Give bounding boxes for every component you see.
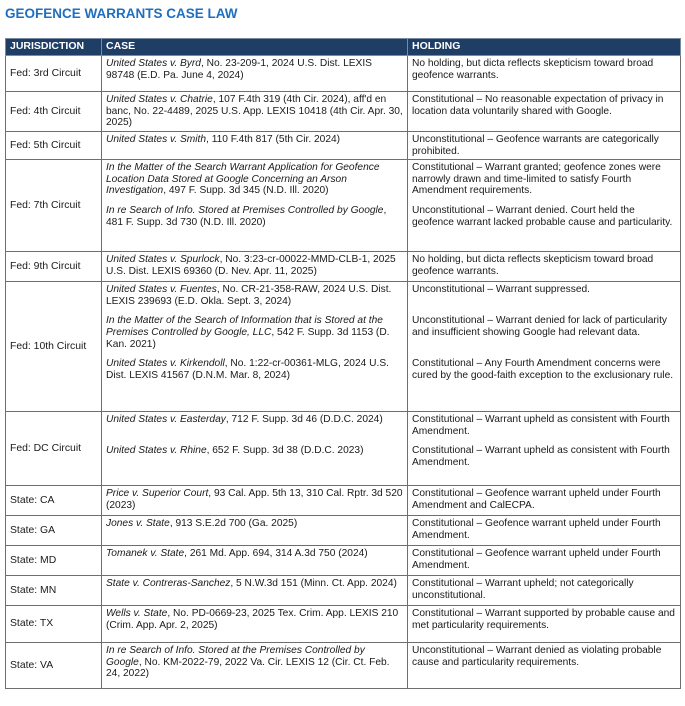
table-row — [6, 160, 681, 252]
table-row — [6, 576, 681, 606]
jurisdiction-cell: Fed: 5th Circuit — [6, 132, 102, 160]
table-row — [6, 92, 681, 132]
holding-text: No holding, but dicta reflects skepticism toward broad geofence warrants. — [412, 58, 654, 81]
case-cite: , No. PD-0669-23, 2025 Tex. Crim. App. LEXIS 210 (Crim. App. Apr. 2, 2025) — [106, 608, 399, 631]
holding-cell — [408, 516, 681, 546]
case-citation — [106, 518, 403, 530]
holding-cell — [408, 282, 681, 412]
table-row — [6, 252, 681, 282]
table-row — [6, 546, 681, 576]
holding-text: Constitutional – Any Fourth Amendment concerns were cured by the good-faith exception to the exclusionary rule. — [412, 358, 674, 381]
jurisdiction-cell: State: MN — [6, 576, 102, 606]
table-row — [6, 643, 681, 689]
table-row — [6, 282, 681, 412]
case-name: United States v. Smith — [106, 134, 207, 145]
case-cite: , No. 3:23-cr-00022-MMD-CLB-1, 2025 U.S. Dist. LEXIS 69360 (D. Nev. Apr. 11, 2025) — [106, 254, 396, 277]
case-citation — [106, 414, 403, 437]
case-name: In re Search of Info. Stored at Premises Controlled by Google — [106, 205, 384, 217]
case-citation — [106, 134, 403, 146]
case-cite: , 110 F.4th 817 (5th Cir. 2024) — [206, 134, 341, 145]
holding-cell — [408, 486, 681, 516]
holding-text: Constitutional – Geofence warrant upheld under Fourth Amendment. — [412, 518, 661, 541]
holding-cell — [408, 92, 681, 132]
case-cite: , 542 F. Supp. 3d 1153 (D. Kan. 2021) — [106, 326, 390, 350]
case-cell — [102, 412, 408, 486]
case-cell — [102, 56, 408, 92]
case-cell — [102, 576, 408, 606]
holding-text: Unconstitutional – Geofence warrants are categorically prohibited. — [412, 134, 659, 157]
holding-cell — [408, 56, 681, 92]
case-cell — [102, 282, 408, 412]
table-row — [6, 412, 681, 486]
case-cell — [102, 516, 408, 546]
case-name: United States v. Kirkendoll — [106, 358, 225, 370]
case-cell — [102, 252, 408, 282]
case-name: Jones v. State — [106, 518, 170, 530]
header-case: CASE — [102, 39, 408, 56]
case-name: In re Search of Info. Stored at the Premises Controlled by Google — [106, 645, 365, 668]
case-cite: , No. KM-2022-79, 2022 Va. Cir. LEXIS 12 (Cir. Ct. Feb. 24, 2022) — [106, 656, 390, 680]
jurisdiction-cell: Fed: 7th Circuit — [6, 160, 102, 252]
case-cite: , 497 F. Supp. 3d 345 (N.D. Ill. 2020) — [163, 185, 329, 197]
case-name: State v. Contreras-Sanchez — [106, 578, 231, 590]
case-cite: , 481 F. Supp. 3d 730 (N.D. Ill. 2020) — [106, 205, 387, 228]
jurisdiction-cell: State: VA — [6, 643, 102, 689]
holding-cell — [408, 576, 681, 606]
case-cell — [102, 546, 408, 576]
case-law-table — [5, 38, 681, 689]
case-cell — [102, 160, 408, 252]
holding-text: Constitutional – No reasonable expectation of privacy in location data voluntarily shared with Google. — [412, 94, 664, 117]
holding-text: No holding, but dicta reflects skepticism toward broad geofence warrants. — [412, 254, 654, 277]
case-name: United States v. Fuentes — [106, 284, 217, 296]
case-citation — [106, 645, 403, 680]
case-cite: , 107 F.4th 319 (4th Cir. 2024), aff'd en banc, No. 22-4489, 2025 U.S. App. LEXIS 10418 (4th Cir. Apr. 30, 2025) — [106, 94, 403, 129]
header-jurisdiction: JURISDICTION — [6, 39, 102, 56]
case-citation — [106, 578, 403, 590]
holding-cell — [408, 160, 681, 252]
case-name: Wells v. State — [106, 608, 168, 620]
jurisdiction-cell: Fed: 3rd Circuit — [6, 56, 102, 92]
jurisdiction-cell: State: MD — [6, 546, 102, 576]
table-row — [6, 606, 681, 643]
holding-text: Constitutional – Warrant granted; geofence zones were narrowly drawn and time-limited to satisfy Fourth Amendment requirements. — [412, 162, 661, 197]
holding-text: Unconstitutional – Warrant denied as violating probable cause and particularity requirements. — [412, 645, 662, 668]
case-cite: , 5 N.W.3d 151 (Minn. Ct. App. 2024) — [230, 578, 397, 590]
case-name: United States v. Byrd — [106, 58, 201, 69]
case-cite: , 652 F. Supp. 3d 38 (D.D.C. 2023) — [206, 445, 364, 457]
case-name: In the Matter of the Search of Information that is Stored at the Premises Controlled by Google, LLC — [106, 315, 383, 338]
case-name: Tomanek v. State — [106, 548, 185, 560]
holding-text: Unconstitutional – Warrant denied for lack of particularity and insufficient showing Google had relevant data. — [412, 315, 667, 338]
case-cell — [102, 486, 408, 516]
holding-cell — [408, 606, 681, 643]
table-row — [6, 132, 681, 160]
holding-text: Constitutional – Geofence warrant upheld under Fourth Amendment. — [412, 548, 661, 571]
case-cite: , No. CR-21-358-RAW, 2024 U.S. Dist. LEXIS 239693 (E.D. Okla. Sept. 3, 2024) — [106, 284, 392, 307]
jurisdiction-cell: State: GA — [6, 516, 102, 546]
case-name: United States v. Spurlock — [106, 254, 220, 266]
holding-text: Constitutional – Warrant upheld; not categorically unconstitutional. — [412, 578, 634, 601]
header-holding: HOLDING — [408, 39, 681, 56]
case-cell — [102, 132, 408, 160]
jurisdiction-cell: State: TX — [6, 606, 102, 643]
case-citation — [106, 608, 403, 631]
case-citation — [106, 548, 403, 560]
table-body — [6, 56, 681, 689]
case-citation — [106, 58, 403, 81]
holding-text: Constitutional – Warrant supported by probable cause and met particularity requirements. — [412, 608, 675, 631]
case-citation — [106, 162, 403, 197]
case-citation — [106, 358, 403, 381]
table-row — [6, 56, 681, 92]
case-citation — [106, 445, 403, 468]
case-citation — [106, 488, 403, 511]
case-citation — [106, 315, 403, 350]
case-cite: , No. 1:22-cr-00361-MLG, 2024 U.S. Dist. LEXIS 41567 (D.N.M. Mar. 8, 2024) — [106, 358, 389, 381]
jurisdiction-cell: Fed: 10th Circuit — [6, 282, 102, 412]
case-cell — [102, 643, 408, 689]
case-cite: , 712 F. Supp. 3d 46 (D.D.C. 2024) — [225, 414, 383, 426]
case-cite: , 261 Md. App. 694, 314 A.3d 750 (2024) — [184, 548, 368, 560]
case-name: United States v. Easterday — [106, 414, 226, 426]
holding-text: Constitutional – Warrant upheld as consistent with Fourth Amendment. — [412, 414, 670, 437]
case-name: United States v. Chatrie — [106, 94, 213, 105]
case-cell — [102, 606, 408, 643]
holding-cell — [408, 546, 681, 576]
holding-text: Constitutional – Warrant upheld as consistent with Fourth Amendment. — [412, 445, 670, 468]
case-citation — [106, 254, 403, 277]
holding-cell — [408, 643, 681, 689]
page-title: GEOFENCE WARRANTS CASE LAW — [5, 6, 238, 21]
case-name: United States v. Rhine — [106, 445, 207, 457]
holding-text: Unconstitutional – Warrant denied. Court held the geofence warrant lacked probable cause and particularity. — [412, 205, 673, 228]
jurisdiction-cell: Fed: DC Circuit — [6, 412, 102, 486]
case-citation — [106, 205, 403, 228]
case-citation — [106, 94, 403, 129]
case-name: In the Matter of the Search Warrant Application for Geofence Location Data Stored at Google Concerning an Arson Investigation — [106, 162, 380, 197]
jurisdiction-cell: Fed: 4th Circuit — [6, 92, 102, 132]
case-cite: , 93 Cal. App. 5th 13, 310 Cal. Rptr. 3d 520 (2023) — [106, 488, 403, 511]
holding-cell — [408, 252, 681, 282]
jurisdiction-cell: Fed: 9th Circuit — [6, 252, 102, 282]
case-cite: , 913 S.E.2d 700 (Ga. 2025) — [169, 518, 298, 530]
table-row — [6, 516, 681, 546]
case-cell — [102, 92, 408, 132]
case-citation — [106, 284, 403, 307]
case-name: Price v. Superior Court — [106, 488, 209, 500]
case-cite: , No. 23-209-1, 2024 U.S. Dist. LEXIS 98748 (E.D. Pa. June 4, 2024) — [106, 58, 372, 81]
jurisdiction-cell: State: CA — [6, 486, 102, 516]
header-row — [6, 39, 681, 56]
holding-text: Unconstitutional – Warrant suppressed. — [412, 284, 590, 296]
holding-text: Constitutional – Geofence warrant upheld under Fourth Amendment and CalECPA. — [412, 488, 661, 511]
holding-cell — [408, 132, 681, 160]
holding-cell — [408, 412, 681, 486]
table-row — [6, 486, 681, 516]
